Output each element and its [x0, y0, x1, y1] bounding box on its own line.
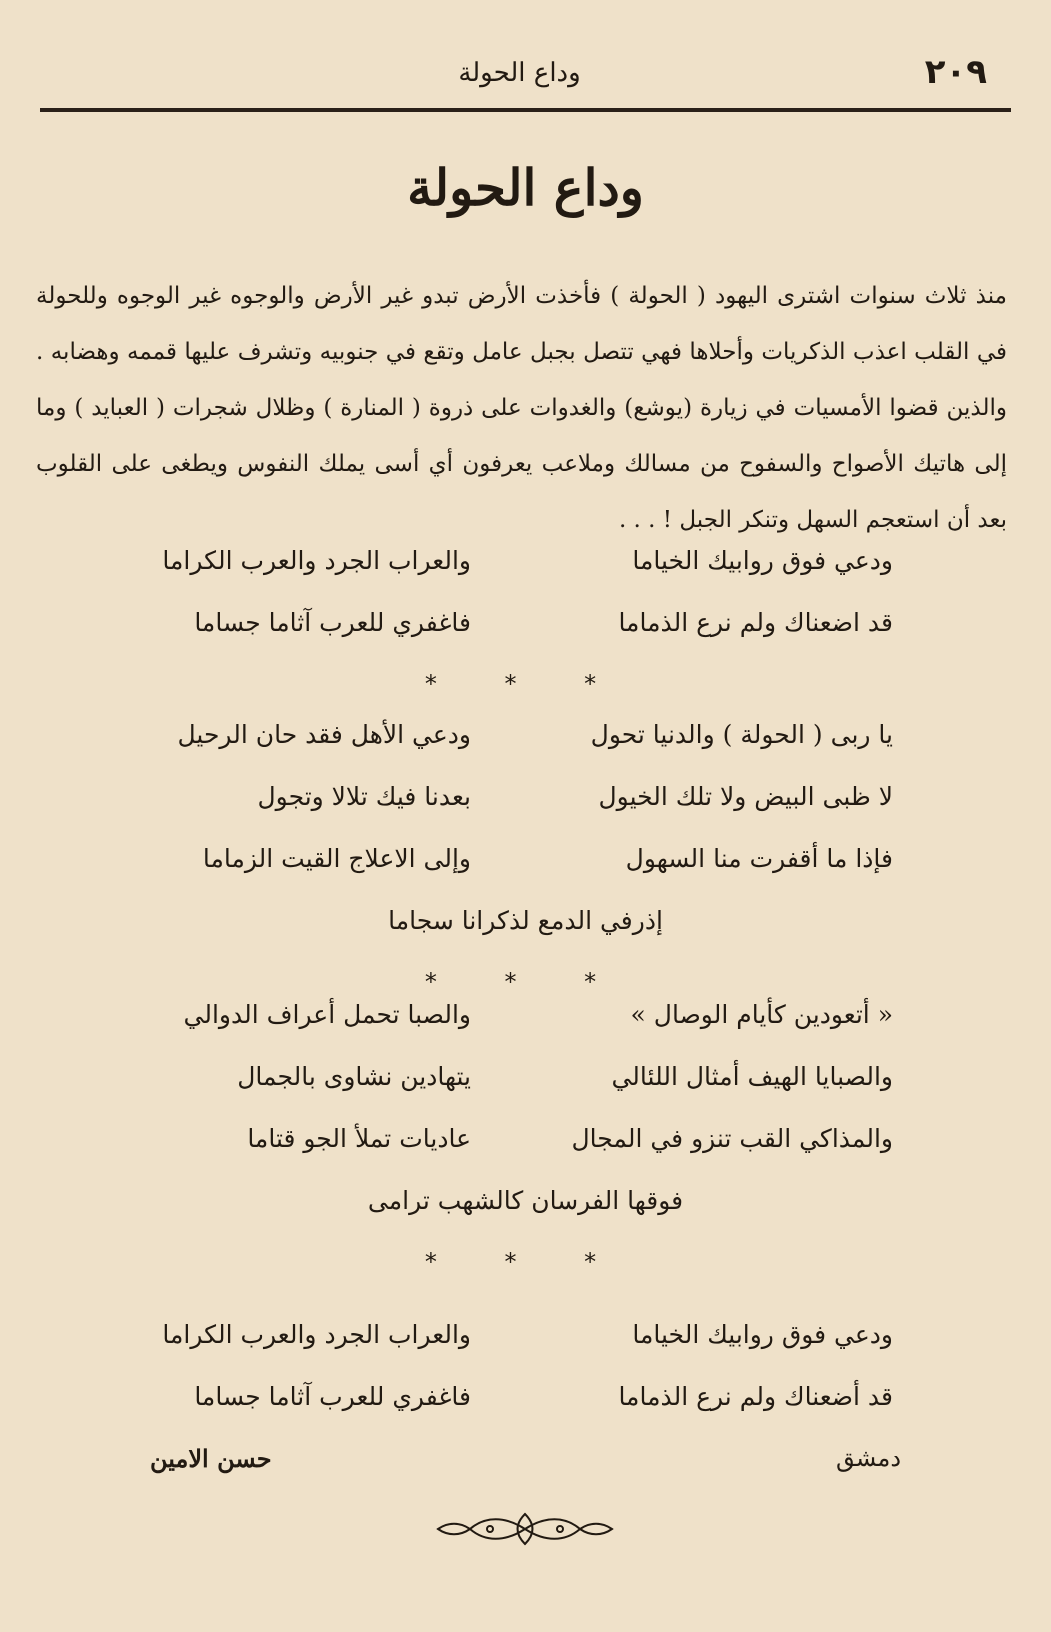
hemistich-second: ودعي الأهل فقد حان الرحيل	[177, 720, 471, 749]
hemistich-first: ودعي فوق روابيك الخياما	[632, 1320, 893, 1349]
stanza-separator: * * *	[424, 1248, 627, 1276]
signature-author: حسن الامين	[150, 1444, 272, 1473]
stanza-separator: * * *	[424, 670, 627, 698]
verse-line	[0, 1062, 1051, 1124]
verse-line	[0, 1124, 1051, 1186]
hemistich-first: « أتعودين كأيام الوصال »	[630, 1000, 893, 1029]
running-title: وداع الحولة	[458, 58, 581, 88]
signature-place: دمشق	[836, 1444, 901, 1472]
article-title: وداع الحولة	[407, 158, 644, 217]
hemistich-first: قد اضعناك ولم نرع الذماما	[618, 608, 893, 637]
hemistich-second: يتهادين نشاوى بالجمال	[237, 1062, 471, 1091]
verse-line	[0, 1000, 1051, 1062]
hemistich-second: بعدنا فيك تلالا وتجول	[257, 782, 471, 811]
stanza-1	[0, 546, 1051, 716]
stanza-4	[0, 1320, 1051, 1444]
hemistich-second: عاديات تملأ الجو قتاما	[247, 1124, 471, 1153]
verse-line	[0, 720, 1051, 782]
hemistich-first: والمذاكي القب تنزو في المجال	[571, 1124, 893, 1153]
page-number: ٢٠٩	[924, 52, 987, 92]
hemistich-second: فاغفري للعرب آثاما جساما	[194, 1382, 471, 1411]
hemistich-first: فإذا ما أقفرت منا السهول	[625, 844, 893, 873]
verse-line	[0, 1382, 1051, 1444]
verse-line	[0, 844, 1051, 906]
verse-line	[0, 608, 1051, 670]
hemistich-second: والعراب الجرد والعرب الكراما	[162, 546, 471, 575]
hemistich-second: والصبا تحمل أعراف الدوالي	[183, 1000, 471, 1029]
header-rule	[40, 108, 1011, 112]
stanza-2	[0, 720, 1051, 1014]
hemistich-second: وإلى الاعلاج القيت الزماما	[202, 844, 471, 873]
running-head	[40, 52, 999, 96]
refrain-line: إذرفي الدمع لذكرانا سجاما	[388, 906, 663, 935]
verse-line	[0, 1320, 1051, 1382]
refrain-line: فوقها الفرسان كالشهب ترامى	[367, 1186, 684, 1215]
stanza-separator: * * *	[424, 968, 627, 996]
hemistich-second: فاغفري للعرب آثاما جساما	[194, 608, 471, 637]
hemistich-first: والصبايا الهيف أمثال اللئالي	[611, 1062, 893, 1091]
hemistich-first: يا ربى ( الحولة ) والدنيا تحول	[590, 720, 893, 749]
ornament-icon	[430, 1510, 620, 1548]
stanza-3	[0, 1000, 1051, 1294]
hemistich-second: والعراب الجرد والعرب الكراما	[162, 1320, 471, 1349]
hemistich-first: قد أضعناك ولم نرع الذماما	[618, 1382, 893, 1411]
hemistich-first: ودعي فوق روابيك الخياما	[632, 546, 893, 575]
hemistich-first: لا ظبى البيض ولا تلك الخيول	[598, 782, 893, 811]
verse-line	[0, 782, 1051, 844]
verse-line	[0, 546, 1051, 608]
intro-paragraph: منذ ثلاث سنوات اشترى اليهود ( الحولة ) فأخذت الأرض تبدو غير الأرض والوجوه غير الوجوه وللحولة في القلب اعذب الذكريات وأحلاها فهي تتصل بجبل عامل وتقع في جنوبيه وتشرف عليها قممه وهضابه . والذين قضوا الأمسيات في زيارة (يوشع) والغدوات على ذروة ( المنارة ) وظلال شجرات ( العبايد ) وما إلى هاتيك الأصواح والسفوح من مسالك وملاعب يعرفون أي أسى يملك النفوس ويطغى على القلوب بعد أن استعجم السهل وتنكر الجبل ! . . .	[36, 283, 1007, 533]
